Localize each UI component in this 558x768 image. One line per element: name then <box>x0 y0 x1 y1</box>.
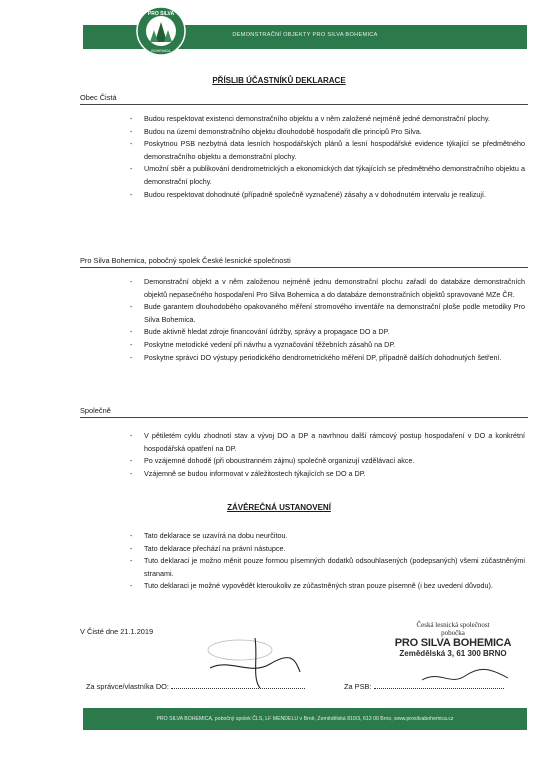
section-heading-obec: Obec Čistá <box>80 93 117 102</box>
dotted-line <box>171 688 305 689</box>
footer-banner <box>83 708 527 730</box>
signature-line-left <box>86 682 305 691</box>
final-provisions-title: ZÁVĚREČNÁ USTANOVENÍ <box>227 503 331 512</box>
stamp-line-4: Zemědělská 3, 61 300 BRNO <box>399 649 507 658</box>
section-heading-psb: Pro Silva Bohemica, pobočný spolek České lesnické společnosti <box>80 256 291 265</box>
place-date: V Čisté dne 21.1.2019 <box>80 627 154 636</box>
section-list-obec <box>128 113 525 201</box>
list-item: - Budou na území demonstračního objektu dlouhodobě hospodařit dle principů Pro Silva. <box>128 126 525 139</box>
sign-left-label: Za správce/vlastníka DO: <box>86 682 169 691</box>
section-list-psb <box>128 276 525 364</box>
pro-silva-logo <box>136 6 186 56</box>
list-item: - Umožní sběr a publikování dendrometrických a ekonomických dat týkajících se předmětného demonstračního objektu a demonstrační plochy. <box>128 163 525 188</box>
stamp-line-3: PRO SILVA BOHEMICA <box>394 637 512 649</box>
final-provisions-list <box>128 530 525 593</box>
sign-right-label: Za PSB: <box>344 682 372 691</box>
stamp-line-1: Česká lesnická společnost <box>416 621 490 629</box>
list-item: - Bude aktivně hledat zdroje financování údržby, správy a propagace DO a DP. <box>128 326 525 339</box>
footer-text: PRO SILVA BOHEMICA, pobočný spolek ČLS, LF MENDELU v Brně, Zemědělská 810/3, 613 00 Brno, www.prosilvabohemica.cz <box>156 716 454 722</box>
list-item: - V pětiletém cyklu zhodnotí stav a vývoj DO a DP a navrhnou další rámcový postup hospodaření v DO a konkrétní hospodářská opatření na DP. <box>128 430 525 455</box>
list-item: - Poskytne správci DO výstupy periodického dendrometrického měření DP, případně dalších dohodnutých šetření. <box>128 352 525 365</box>
list-item: - Budou respektovat dohodnuté (případně společně vyznačené) zásahy a v dohodnutém intervalu je realizují. <box>128 189 525 202</box>
page-title: PŘÍSLIB ÚČASTNÍKŮ DEKLARACE <box>212 76 346 85</box>
list-item: - Poskytne metodické vedení při návrhu a vyznačování těžebních zásahů na DP. <box>128 339 525 352</box>
logo-text-bottom: BOHEMICA <box>151 49 171 53</box>
list-item: - Tato deklarace se uzavírá na dobu neurčitou. <box>128 530 525 543</box>
list-item: - Tuto deklaraci je možno měnit pouze formou písemných dodatků odsouhlasených (podepsaných) všemi zúčastněnými stranami. <box>128 555 525 580</box>
list-item: - Tato deklarace přechází na právní nástupce. <box>128 543 525 556</box>
signature-right <box>420 660 510 690</box>
stamp-line-2: pobočka <box>441 629 465 637</box>
list-item: - Bude garantem dlouhodobého opakovaného měření stromového inventáře na demonstrační ploše podle metodiky Pro Silva Bohemica. <box>128 301 525 326</box>
header-banner-text: DEMONSTRAČNÍ OBJEKTY PRO SILVA BOHEMICA <box>232 32 378 38</box>
section-divider <box>80 104 528 105</box>
official-stamp <box>377 621 529 658</box>
list-item: - Tuto deklaraci je možné vypovědět kteroukoliv ze zúčastněných stran pouze písemně (i bez uvedení důvodu). <box>128 580 525 593</box>
section-divider <box>80 417 528 418</box>
section-divider <box>80 267 528 268</box>
list-item: - Vzájemně se budou informovat v záležitostech týkajících se DO a DP. <box>128 468 525 481</box>
list-item: - Poskytnou PSB nezbytná data lesních hospodářských plánů a lesní hospodářské evidence týkající se předmětného demonstračního objektu a demonstrační plochy. <box>128 138 525 163</box>
list-item: - Po vzájemné dohodě (při oboustranném zájmu) společně organizují vzdělávací akce. <box>128 455 525 468</box>
section-heading-spolecne: Společně <box>80 406 111 415</box>
logo-text-top: PRO SILVA <box>147 11 175 17</box>
section-list-spolecne <box>128 430 525 480</box>
list-item: - Demonstrační objekt a v něm založenou nejméně jednu demonstrační plochu zařadí do databáze demonstračních objektů nepasečného hospodaření Pro Silva Bohemica a do databáze demonstračních objektů spravované MZe ČR. <box>128 276 525 301</box>
list-item: - Budou respektovat existenci demonstračního objektu a v něm založené nejméně jedné demonstrační plochy. <box>128 113 525 126</box>
